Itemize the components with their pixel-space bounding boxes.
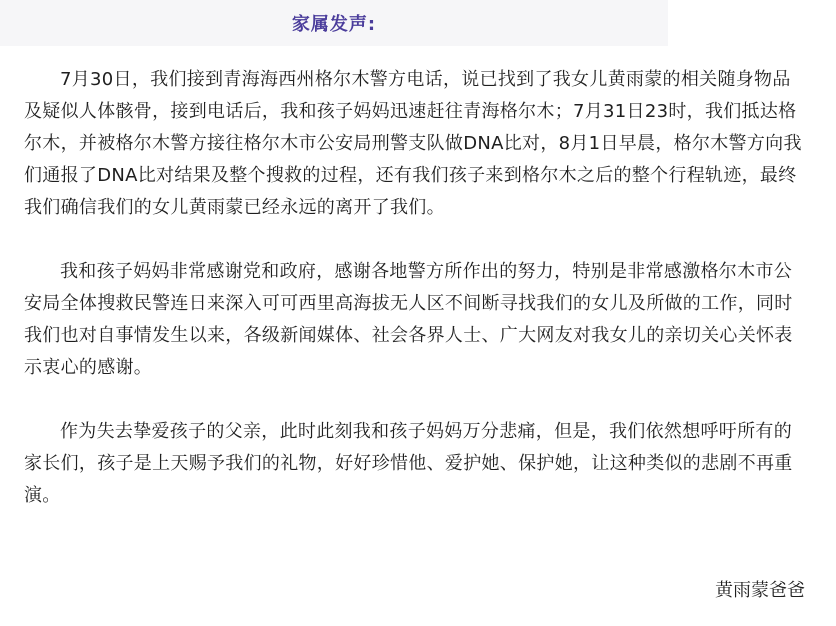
document-title: 家属发声: bbox=[291, 14, 377, 35]
signature: 黄雨蒙爸爸 bbox=[715, 580, 805, 601]
paragraph-1: 7月30日，我们接到青海海西州格尔木警方电话，说已找到了我女儿黄雨蒙的相关随身物品及疑似人体骸骨，接到电话后，我和孩子妈妈迅速赶往青海格尔木；7月31日23时，我们抵达格尔木，并被格尔木警方接往格尔木市公安局刑警支队做DNA比对，8月1日早晨，格尔木警方向我们通报了DNA比对结果及整个搜救的过程，还有我们孩子来到格尔木之后的整个行程轨迹，最终我们确信我们的女儿黄雨蒙已经永远的离开了我们。 bbox=[24, 69, 802, 218]
paragraph-2: 我和孩子妈妈非常感谢党和政府，感谢各地警方所作出的努力，特别是非常感激格尔木市公安局全体搜救民警连日来深入可可西里高海拔无人区不间断寻找我们的女儿及所做的工作，同时我们也对自事情发生以来，各级新闻媒体、社会各界人士、广大网友对我女儿的亲切关心关怀表示衷心的感谢。 bbox=[24, 261, 793, 378]
document-body bbox=[24, 64, 808, 512]
paragraph-3: 作为失去挚爱孩子的父亲，此时此刻我和孩子妈妈万分悲痛，但是，我们依然想呼吁所有的家长们，孩子是上天赐予我们的礼物，好好珍惜他、爱护她、保护她，让这种类似的悲剧不再重演。 bbox=[24, 421, 793, 506]
